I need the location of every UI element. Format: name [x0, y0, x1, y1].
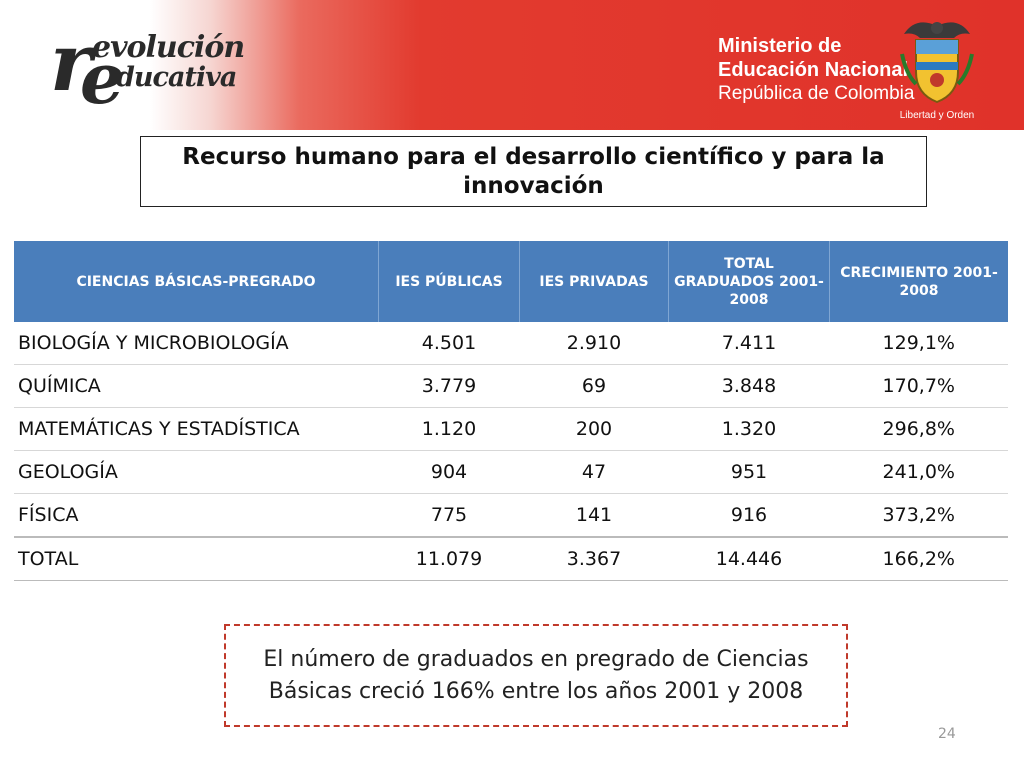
header-cell: IES PÚBLICAS — [379, 241, 520, 322]
table-cell: 141 — [520, 494, 669, 538]
table-header-row — [14, 241, 1008, 322]
ministry-line-3: República de Colombia — [718, 83, 915, 104]
table-cell: 166,2% — [830, 537, 1009, 581]
header-cell: IES PRIVADAS — [520, 241, 669, 322]
summary-note-box — [224, 624, 848, 727]
table-cell: 3.848 — [669, 365, 830, 408]
table-cell: 241,0% — [830, 451, 1009, 494]
header-cell: CIENCIAS BÁSICAS-PREGRADO — [14, 241, 379, 322]
table-cell: 170,7% — [830, 365, 1009, 408]
ministry-line-1: Ministerio de — [718, 35, 842, 57]
table-row — [14, 365, 1008, 408]
revolucion-educativa-logo — [50, 15, 270, 120]
table-total-row — [14, 537, 1008, 581]
graduates-table — [14, 241, 1008, 581]
table-cell: 1.320 — [669, 408, 830, 451]
table-cell: 2.910 — [520, 322, 669, 365]
table-cell: 129,1% — [830, 322, 1009, 365]
table-cell: 47 — [520, 451, 669, 494]
table-row — [14, 322, 1008, 365]
table-cell: QUÍMICA — [14, 365, 379, 408]
table-cell: 775 — [379, 494, 520, 538]
table-row — [14, 408, 1008, 451]
table-cell: 951 — [669, 451, 830, 494]
table-cell: 3.367 — [520, 537, 669, 581]
table-cell: 3.779 — [379, 365, 520, 408]
table-cell: 200 — [520, 408, 669, 451]
header-cell: CRECIMIENTO 2001-2008 — [830, 241, 1009, 322]
table-cell: 11.079 — [379, 537, 520, 581]
logo-word-1: evolución — [92, 30, 245, 65]
header-banner — [0, 0, 1024, 130]
page-title-box — [140, 136, 927, 207]
table-cell: 7.411 — [669, 322, 830, 365]
table-cell: 916 — [669, 494, 830, 538]
table-cell: 904 — [379, 451, 520, 494]
page-title: Recurso humano para el desarrollo científico y para la innovación — [182, 143, 885, 199]
table-cell: 69 — [520, 365, 669, 408]
table-cell: 4.501 — [379, 322, 520, 365]
page-number: 24 — [938, 726, 956, 742]
table-cell: BIOLOGÍA Y MICROBIOLOGÍA — [14, 322, 379, 365]
ministry-name — [718, 34, 914, 106]
table-row — [14, 451, 1008, 494]
header-cell: TOTAL GRADUADOS 2001-2008 — [669, 241, 830, 322]
table-cell: MATEMÁTICAS Y ESTADÍSTICA — [14, 408, 379, 451]
table-row — [14, 494, 1008, 538]
ministry-line-2: Educación Nacional — [718, 59, 909, 81]
coat-of-arms-icon — [896, 14, 978, 124]
table-cell: 1.120 — [379, 408, 520, 451]
logo-letter-r: r — [50, 15, 93, 109]
table-cell: 373,2% — [830, 494, 1009, 538]
motto-text: Libertad y Orden — [899, 110, 975, 121]
table-cell: 14.446 — [669, 537, 830, 581]
table-cell: FÍSICA — [14, 494, 379, 538]
logo-word-2: ducativa — [116, 62, 237, 93]
table-cell: 296,8% — [830, 408, 1009, 451]
summary-note-text: El número de graduados en pregrado de Ciencias Básicas creció 166% entre los años 2001 y 2008 — [263, 646, 809, 704]
logo-letter-e: e — [80, 37, 125, 120]
table-cell: TOTAL — [14, 537, 379, 581]
table-cell: GEOLOGÍA — [14, 451, 379, 494]
